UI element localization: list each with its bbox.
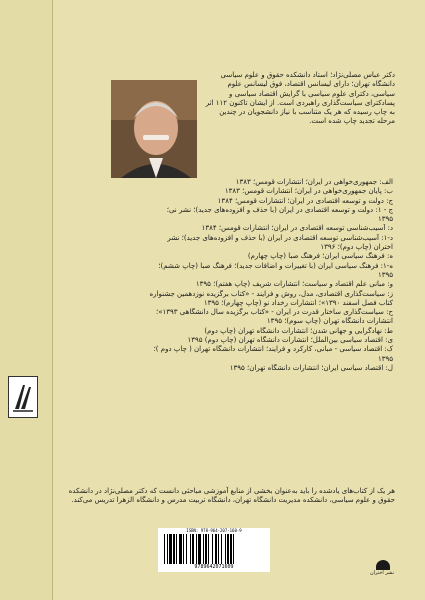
book-list-item: ز: سیاست‌گذاری اقتصادی، مدل، روش و فرایند - «کتاب برگزیده نوزدهمین جشنواره <box>149 289 393 298</box>
isbn-label: ISBN: 978-964-207-160-9 <box>186 528 242 533</box>
author-portrait <box>111 80 197 178</box>
closing-note: هر یک از کتاب‌های یادشده را باید به‌عنوان بخشی از منابع آموزشی مباحثی دانست که دکتر مصلی‌نژاد در دانشکده حقوق و علوم سیاسی، دانشکده مدیریت دانشگاه تهران، دانشگاه تربیت مدرس و دانشگاه الزهرا تدریس می‌کند. <box>68 487 395 505</box>
book-list-item: ۱۳۹۵ <box>377 354 393 363</box>
book-list-item: اختران (چاپ دوم)؛ ۱۳۹۶ <box>320 243 393 252</box>
barcode-digits: 9789642071609 <box>194 564 234 570</box>
book-list-item: انتشارات دانشگاه تهران (چاپ سوم)؛ ۱۳۹۵ <box>266 317 393 326</box>
book-list-item: ۱۳۹۵ <box>377 215 393 224</box>
barcode-bars <box>162 534 266 564</box>
book-spine <box>0 0 53 600</box>
book-list-item: ج - ۱: دولت و توسعه اقتصادی در ایران (با حذف و افزوده‌های جدید)؛ نشر نی؛ <box>166 205 393 214</box>
book-list-item: ب: پایان جمهوری‌خواهی در ایران؛ انتشارات قومس؛ ۱۳۸۳ <box>224 187 393 196</box>
book-list-item: ک: اقتصاد سیاسی - مبانی، کارکرد و فرایند؛ انتشارات دانشگاه تهران ( چاپ دوم )؛ <box>153 345 393 354</box>
publisher-mark <box>376 560 390 570</box>
publisher-spine-logo-icon <box>8 376 38 418</box>
book-list-item: ل: اقتصاد سیاسی ایران؛ انتشارات دانشگاه تهران؛ ۱۳۹۵ <box>229 363 393 372</box>
book-list <box>73 178 393 373</box>
book-list-item: د: آسیب‌شناسی توسعه اقتصادی در ایران؛ انتشارات قومس؛ ۱۳۸۴ <box>201 224 393 233</box>
publisher-name: نشر اختران <box>369 570 394 576</box>
book-list-item: ی: اقتصاد سیاسی بین‌الملل؛ انتشارات دانشگاه تهران (چاپ دوم) ۱۳۹۵ <box>187 336 393 345</box>
publisher-logo-icon <box>369 560 394 578</box>
book-list-item: ح: سیاست‌گذاری ساختار قدرت در ایران - «کتاب برگزیده سال دانشگاهی ۱۳۹۳»؛ <box>156 308 393 317</box>
author-bio: دکتر عباس مصلی‌نژاد؛ استاد دانشکده حقوق و علوم سیاسی دانشگاه تهران؛ دارای لیسانس اقتصاد، فوق لیسانس علوم سیاسی، دکترای علوم سیاسی با گرایش اقتصاد سیاسی و پسادکترای سیاست‌گذاری راهبردی است. از ایشان تاکنون ۱۱۲ اثر به چاپ رسیده که هر یک متناسب با نیاز دانشجویان در چندین مرحله تجدید چاپ شده است. <box>205 71 395 126</box>
book-list-item: ط: نهادگرایی و جهانی شدن؛ انتشارات دانشگاه تهران (چاپ دوم) <box>204 326 393 335</box>
book-list-item: ه-۱: فرهنگ سیاسی ایران (با تغییرات و اضافات جدید)؛ فرهنگ صبا (چاپ ششم)؛ <box>158 261 393 270</box>
book-list-item: و: مبانی علم اقتصاد و سیاست؛ انتشارات شریف (چاپ هفتم)؛ ۱۳۹۵ <box>195 280 393 289</box>
isbn-barcode <box>158 528 270 572</box>
book-list-item: الف: جمهوری‌خواهی در ایران؛ انتشارات قومس؛ ۱۳۸۳ <box>235 178 393 186</box>
book-list-item: ۱۳۹۵ <box>377 270 393 279</box>
book-list-item: ج: دولت و توسعه اقتصادی در ایران؛ انتشارات قومس؛ ۱۳۸۴ <box>217 196 393 205</box>
book-list-item: ه: فرهنگ سیاسی ایران؛ فرهنگ صبا (چاپ چهارم) <box>247 252 393 261</box>
book-list-item: د-۱: آسیب‌شناسی توسعه اقتصادی در ایران (با حذف و افزوده‌های جدید)؛ نشر <box>167 233 393 242</box>
book-list-item: کتاب فصل اسفند ۱۳۹۰»؛ انتشارات رخداد نو (چاپ چهارم)؛ ۱۳۹۵ <box>203 298 393 307</box>
